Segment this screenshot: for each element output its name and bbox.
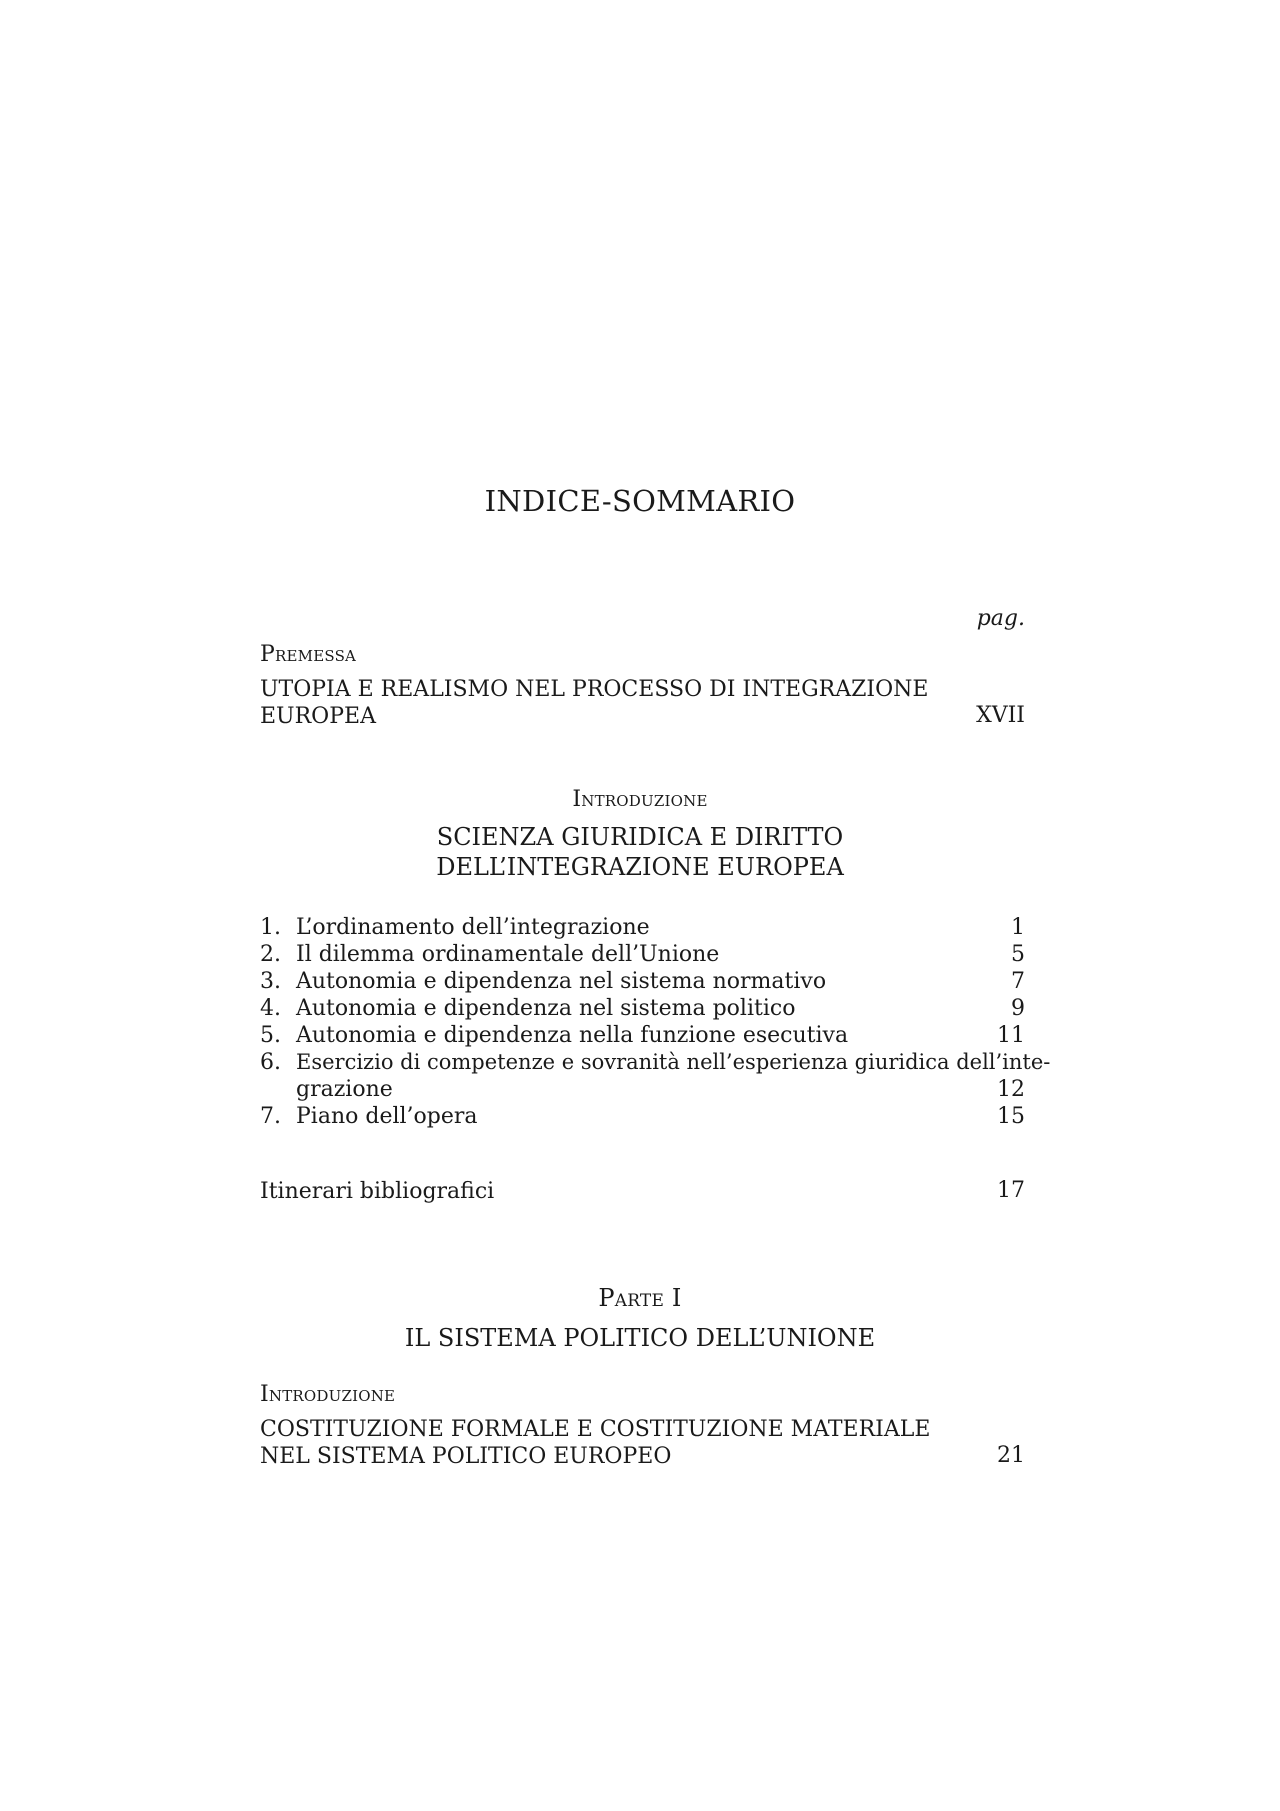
- parte-intro-page: 21: [997, 1443, 1025, 1468]
- toc-item-number: 4.: [260, 996, 281, 1021]
- parte-label: Parte I: [598, 1284, 682, 1312]
- toc-item-page: 5: [1011, 942, 1025, 967]
- toc-item-text: L’ordinamento dell’integrazione: [296, 915, 650, 940]
- parte-title: IL SISTEMA POLITICO DELL’UNIONE: [404, 1324, 876, 1352]
- toc-item-text: Autonomia e dipendenza nel sistema politico: [296, 996, 796, 1021]
- parte-intro-label: Introduzione: [260, 1382, 396, 1407]
- introduzione-title-line1: SCIENZA GIURIDICA E DIRITTO: [436, 823, 844, 851]
- toc-item-number: 1.: [260, 915, 281, 940]
- introduzione-title-line2: DELL’INTEGRAZIONE EUROPEA: [436, 853, 844, 881]
- toc-item-text: Piano dell’opera: [296, 1104, 478, 1129]
- toc-item-page: 12: [997, 1077, 1025, 1102]
- premessa-title-line2: EUROPEA: [260, 704, 376, 729]
- toc-item-text: Autonomia e dipendenza nella funzione esecutiva: [296, 1023, 849, 1048]
- itinerari-text: Itinerari bibliografici: [260, 1179, 495, 1204]
- toc-item-text: Autonomia e dipendenza nel sistema normativo: [296, 969, 827, 994]
- toc-item-text: Esercizio di competenze e sovranità nell’esperienza giuridica dell’inte-: [296, 1050, 1051, 1074]
- parte-intro-title-line2: NEL SISTEMA POLITICO EUROPEO: [260, 1444, 672, 1469]
- toc-item-number: 3.: [260, 969, 281, 994]
- premessa-label: Premessa: [260, 642, 357, 667]
- introduzione-label: Introduzione: [572, 787, 708, 812]
- toc-item-number: 6.: [260, 1050, 281, 1075]
- toc-item-page: 15: [997, 1104, 1025, 1129]
- premessa-page: XVII: [976, 703, 1025, 728]
- toc-item-number: 7.: [260, 1104, 281, 1129]
- toc-item-number: 2.: [260, 942, 281, 967]
- page-title: INDICE-SOMMARIO: [484, 484, 796, 518]
- toc-item-page: 9: [1011, 996, 1025, 1021]
- itinerari-page: 17: [997, 1178, 1025, 1203]
- toc-item-page: 11: [997, 1023, 1025, 1048]
- toc-item-page: 7: [1011, 969, 1025, 994]
- pag-column-label: pag.: [976, 606, 1025, 631]
- toc-item-number: 5.: [260, 1023, 281, 1048]
- toc-item-text: Il dilemma ordinamentale dell’Unione: [296, 942, 720, 967]
- premessa-title-line1: UTOPIA E REALISMO NEL PROCESSO DI INTEGRAZIONE: [260, 677, 929, 702]
- toc-item-text-continuation: grazione: [296, 1077, 393, 1102]
- toc-item-page: 1: [1011, 915, 1025, 940]
- parte-intro-title-line1: COSTITUZIONE FORMALE E COSTITUZIONE MATERIALE: [260, 1417, 931, 1442]
